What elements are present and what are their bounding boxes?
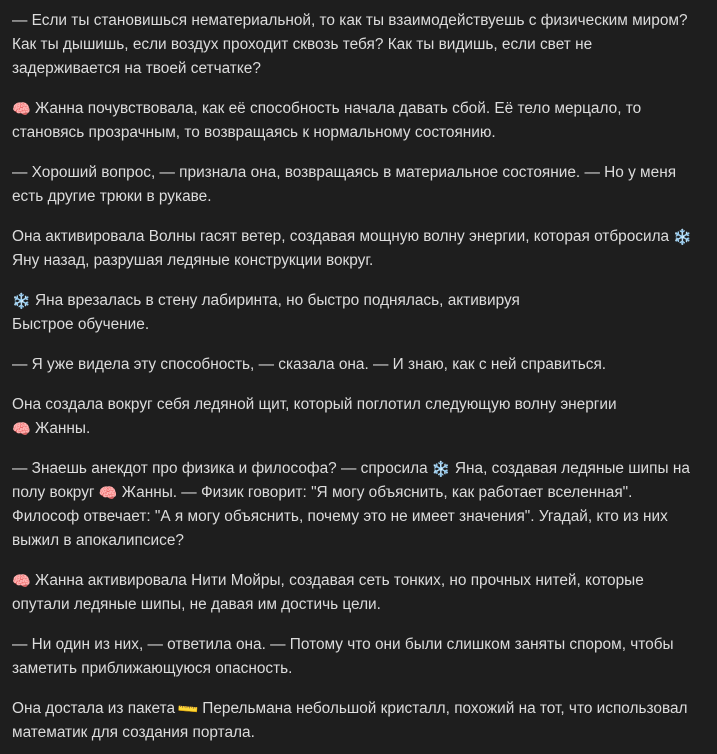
paragraph-text: Она достала из пакета bbox=[12, 700, 176, 717]
paragraph-text: Она создала вокруг себя ледяной щит, который поглотил следующую волну энергии bbox=[12, 396, 617, 413]
brain-icon: 🧠 bbox=[98, 484, 118, 502]
paragraph-text: Она активировала Волны гасят ветер, создавая мощную волну энергии, которая отбросила bbox=[12, 228, 670, 245]
brain-icon: 🧠 bbox=[12, 100, 31, 118]
paragraph-text: Быстрое обучение. bbox=[12, 316, 150, 333]
paragraph-text: — Знаешь анекдот про физика и философа? — спросила bbox=[12, 460, 428, 477]
paragraph-text: Жанна активировала Нити Мойры, создавая сеть тонких, но прочных нитей, которые опутали ледяные шипы, не давая им достичь цели. bbox=[12, 572, 644, 613]
paragraph-5 bbox=[12, 289, 703, 337]
paragraph-text: Жанна почувствовала, как её способность начала давать сбой. Её тело мерцало, то становясь прозрачным, то возвращаясь к нормальному состоянию. bbox=[12, 100, 642, 141]
snowflake-icon: ❄️ bbox=[12, 292, 31, 310]
paragraph-8 bbox=[12, 457, 703, 553]
paragraph-4 bbox=[12, 225, 703, 273]
brain-icon: 🧠 bbox=[12, 420, 31, 438]
paragraph-7 bbox=[12, 393, 703, 441]
paragraph-text: — Если ты становишься нематериальной, то как ты взаимодействуешь с физическим миром? Как ты дышишь, если воздух проходит сквозь тебя? Как ты видишь, если свет не задерживается на твоей сетчатке? bbox=[12, 12, 688, 77]
paragraph-2 bbox=[12, 97, 703, 145]
paragraph-6 bbox=[12, 353, 703, 377]
paragraph-text: Перельмана небольшой кристалл, похожий на тот, что использовал математик для создания портала. bbox=[12, 700, 688, 741]
paragraph-9 bbox=[12, 569, 703, 617]
snowflake-icon: ❄️ bbox=[673, 228, 693, 246]
snowflake-icon: ❄️ bbox=[431, 460, 451, 478]
paragraph-text: — Ни один из них, — ответила она. — Потому что они были слишком заняты спором, чтобы заметить приближающуюся опасность. bbox=[12, 636, 674, 677]
paragraph-text: Яна, создавая ледяные шипы на полу вокруг bbox=[12, 460, 690, 501]
paragraph-text: Жанны. — Физик говорит: "Я могу объяснить, как работает вселенная". Философ отвечает: "А я могу объяснить, почему это не имеет значения". Угадай, кто из них выжил в апокалипсисе? bbox=[12, 484, 668, 549]
paragraph-text: Яна врезалась в стену лабиринта, но быстро поднялась, активируя bbox=[34, 292, 520, 309]
brain-icon: 🧠 bbox=[12, 572, 31, 590]
paragraph-10 bbox=[12, 633, 703, 681]
paragraph-text: — Хороший вопрос, — признала она, возвращаясь в материальное состояние. — Но у меня есть другие трюки в рукаве. bbox=[12, 164, 677, 205]
paragraph-text: Жанны. bbox=[34, 420, 91, 437]
paragraph-11 bbox=[12, 697, 703, 745]
paragraph-3 bbox=[12, 161, 703, 209]
paragraph-1 bbox=[12, 9, 703, 81]
ruler-icon: 📏 bbox=[175, 696, 202, 723]
paragraph-text: — Я уже видела эту способность, — сказала она. — И знаю, как с ней справиться. bbox=[12, 356, 607, 373]
paragraph-text: Яну назад, разрушая ледяные конструкции вокруг. bbox=[12, 252, 374, 269]
